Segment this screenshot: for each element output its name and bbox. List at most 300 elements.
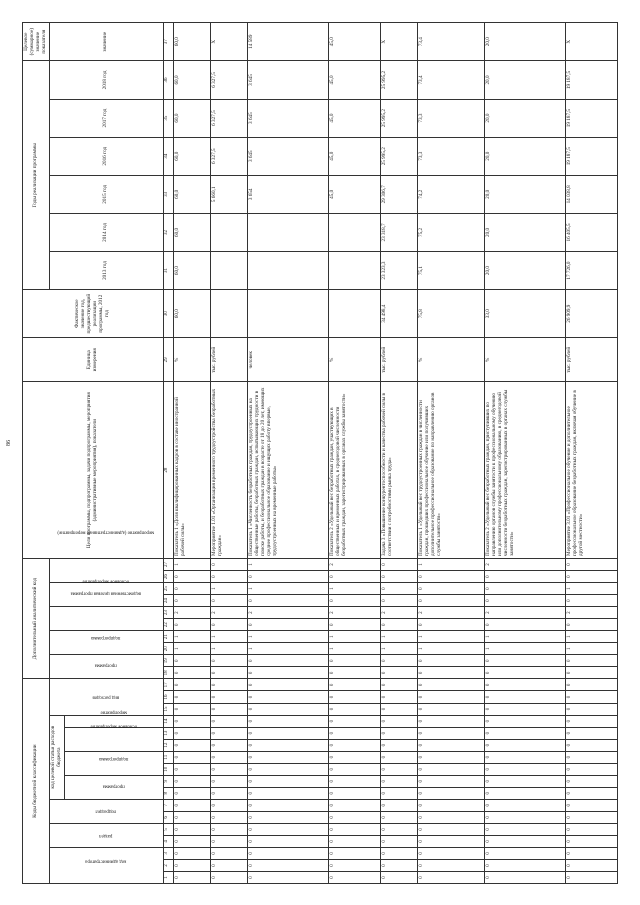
column-number: 22 [163,619,173,631]
year-value: 20,0 [484,213,565,251]
final-value: 60,0 [173,23,210,61]
code-cell: 0 [418,619,485,631]
year-value: 45,0 [329,175,381,213]
code-cell: 0 [173,859,210,871]
code-cell: 0 [566,847,618,859]
code-cell: 0 [173,835,210,847]
year-value [210,251,247,289]
code-cell: 0 [418,763,485,775]
indicator-name: Показатель 1 «Удельный вес трудоустроенных граждан в численности граждан, прошедших профессиональное обучение или получивших дополнительное профессиональное образование по направлению органов службы занятости» [418,382,485,559]
program-indicators-table [22,22,618,884]
code-cell: 0 [484,715,565,727]
code-cell: 0 [484,751,565,763]
code-cell: 0 [247,859,328,871]
year-value [247,213,328,251]
code-cell: 0 [418,727,485,739]
code-cell: 0 [173,823,210,835]
column-number: 4 [163,835,173,847]
final-value: X [381,23,418,61]
code-cell: 0 [381,571,418,583]
column-number: 2 [163,859,173,871]
code-cell: 0 [329,811,381,823]
year-value: 73,3 [418,99,485,137]
code-cell: 0 [381,823,418,835]
year-value: 75,1 [418,251,485,289]
code-cell: 2 [210,607,247,619]
code-cell: 0 [381,558,418,570]
column-number: 5 [163,823,173,835]
year-value [329,251,381,289]
unit-cell: человек [247,338,328,382]
code-cell: 0 [173,691,210,703]
code-cell: 0 [173,847,210,859]
code-cell: 0 [247,835,328,847]
indicator-name: Задача 3 «Повышение конкурентоспособности и качества рабочей силы в соответствии с потребностями рынка труда» [381,382,418,559]
header-subprogram: подпрограмма [64,751,163,775]
code-cell: 0 [566,823,618,835]
code-cell: 0 [381,727,418,739]
code-cell: 0 [381,751,418,763]
fact-value: 33,0 [484,290,565,338]
column-number: 34 [163,137,173,175]
year-value: 3 645 [247,61,328,99]
code-cell: 0 [173,775,210,787]
year-value: 3 645 [247,137,328,175]
code-cell: 0 [210,655,247,667]
column-number: 16 [163,691,173,703]
code-cell: 0 [566,691,618,703]
code-cell: 0 [247,811,328,823]
header-target-code: код целевой статьи расходов бюджета [49,715,64,799]
year-value: 17 726,0 [566,251,618,289]
header-budget-codes: Коды бюджетной классификации [23,679,50,884]
unit-cell: % [484,338,565,382]
code-cell: 0 [484,619,565,631]
indicator-name: Мероприятие 3.01 «Профессиональное обучение и дополнительное профессиональное образование безработных граждан, включая обучение в другой местности» [566,382,618,559]
code-cell: 0 [247,727,328,739]
year-value: 25 995,2 [381,137,418,175]
code-cell: 0 [381,871,418,883]
column-number: 9 [163,775,173,787]
column-number: 25 [163,583,173,595]
column-number: 32 [163,213,173,251]
code-cell: 0 [566,835,618,847]
code-cell: 0 [484,763,565,775]
column-number: 23 [163,607,173,619]
fact-value [329,290,381,338]
code-cell: 0 [210,715,247,727]
header-subsection: подраздел [49,799,163,823]
code-cell: 0 [210,571,247,583]
code-cell: 0 [566,679,618,691]
column-number: 12 [163,739,173,751]
code-cell: 0 [173,799,210,811]
code-cell: 1 [381,631,418,643]
code-cell: 0 [484,847,565,859]
code-cell: 2 [381,607,418,619]
code-cell: 0 [247,763,328,775]
code-cell: 1 [418,558,485,570]
code-cell: 1 [566,643,618,655]
code-cell: 0 [210,691,247,703]
unit-cell: % [418,338,485,382]
year-value: 19 187,5 [566,99,618,137]
code-cell: 0 [329,715,381,727]
code-cell: 0 [381,691,418,703]
code-cell: 0 [381,847,418,859]
code-cell: 0 [329,619,381,631]
column-number: 15 [163,703,173,715]
code-cell: 0 [484,703,565,715]
code-cell: 1 [484,631,565,643]
year-value: 60,0 [173,137,210,175]
indicator-name: Показатель 2 «Удельный вес безработных граждан, участвующих в общественных и временных работах, в среднегодовой численности безработных граждан, зарегистрированных в органах службы занятости» [329,382,381,559]
code-cell: 0 [210,595,247,607]
header-section: раздел [49,823,163,847]
code-cell: 0 [173,871,210,883]
column-number: 17 [163,679,173,691]
code-cell: 0 [418,715,485,727]
code-cell: 0 [381,715,418,727]
code-cell: 0 [210,835,247,847]
header-year-2015: 2015 год [49,175,163,213]
code-cell: 1 [173,643,210,655]
code-cell: 0 [381,583,418,595]
code-cell: 0 [381,835,418,847]
header-ved-target: ведомственная целевая программа [49,607,163,631]
code-cell: 2 [329,558,381,570]
code-cell: 0 [418,823,485,835]
code-cell: 0 [566,751,618,763]
code-cell: 1 [210,583,247,595]
year-value: 20,0 [484,137,565,175]
column-number: 35 [163,99,173,137]
code-cell: 0 [247,691,328,703]
code-cell: 0 [418,583,485,595]
code-cell: 0 [329,667,381,679]
year-value: 6 327,5 [210,137,247,175]
code-cell: 0 [566,739,618,751]
code-cell: 0 [210,811,247,823]
header-year-2016: 2016 год [49,137,163,175]
code-cell: 0 [484,799,565,811]
code-cell: 0 [381,679,418,691]
code-cell: 0 [566,703,618,715]
code-cell: 0 [247,799,328,811]
code-cell: 0 [418,871,485,883]
year-value: 23 323,3 [381,251,418,289]
code-cell: 0 [247,871,328,883]
code-cell: 0 [329,655,381,667]
year-value: 3 654 [247,175,328,213]
code-cell: 0 [484,859,565,871]
code-cell: 0 [381,619,418,631]
code-cell: 0 [566,619,618,631]
code-cell: 0 [484,787,565,799]
year-value: 23 318,7 [381,213,418,251]
code-cell: 2 [418,607,485,619]
year-value: 74,2 [418,175,485,213]
code-cell: 0 [484,775,565,787]
code-cell: 0 [418,811,485,823]
year-value: 6 327,5 [210,99,247,137]
final-value: X [566,23,618,61]
year-value: 20,0 [484,251,565,289]
code-cell: 0 [173,763,210,775]
year-value [210,213,247,251]
code-cell: 1 [418,631,485,643]
code-cell: 0 [329,751,381,763]
column-number: 13 [163,727,173,739]
code-cell: 0 [329,691,381,703]
code-cell: 0 [418,703,485,715]
code-cell: 0 [329,763,381,775]
code-cell: 0 [210,775,247,787]
header-subprog-extra: подпрограмма [49,631,163,655]
code-cell: 0 [381,667,418,679]
year-value: 3 645 [247,99,328,137]
column-number: 36 [163,61,173,99]
code-cell: 1 [329,583,381,595]
code-cell: 0 [329,679,381,691]
code-cell: 2 [329,607,381,619]
code-cell: 0 [173,811,210,823]
code-cell: 1 [381,643,418,655]
header-activity: мероприятие (административное мероприятие) [49,558,163,582]
document-sheet [22,22,618,884]
code-cell: 0 [381,799,418,811]
code-cell: 0 [210,859,247,871]
unit-cell: тыс. рублей [566,338,618,382]
header-year-2017: 2017 год [49,99,163,137]
year-value: 19 187,5 [566,61,618,99]
year-value: 60,0 [173,251,210,289]
column-number: 27 [163,558,173,570]
code-cell: 0 [418,691,485,703]
indicator-name: Показатель 1 «Численность безработных граждан, трудоустроенных на общественные работы, безработных граждан, испытывающих трудности в поиске работы, и безработных граждан в возрасте от 18 до 20 лет, имеющих среднее профессиональное образование и ищущих работу впервые, трудоустроенных на временные работы» [247,382,328,559]
header-prog-extra: программа [49,655,163,679]
code-cell: 0 [173,739,210,751]
code-cell: 0 [329,823,381,835]
column-number: 7 [163,799,173,811]
code-cell: 0 [484,595,565,607]
code-cell: 0 [247,619,328,631]
code-cell: 0 [381,763,418,775]
code-cell: 0 [210,847,247,859]
header-admin: код администратора [49,847,163,883]
code-cell: 0 [566,667,618,679]
table-row [329,23,381,884]
code-cell: 0 [173,787,210,799]
code-cell: 0 [484,739,565,751]
column-number: 19 [163,655,173,667]
column-number: 8 [163,787,173,799]
code-cell: 0 [484,811,565,823]
year-value: 20,0 [484,61,565,99]
code-cell: 1 [247,631,328,643]
table-row [418,23,485,884]
year-value [247,251,328,289]
year-value: 45,0 [329,61,381,99]
fact-value: 75,8 [418,290,485,338]
code-cell: 0 [210,751,247,763]
code-cell: 0 [566,787,618,799]
code-cell: 0 [173,703,210,715]
column-number: 31 [163,251,173,289]
code-cell: 0 [418,799,485,811]
code-cell: 1 [418,643,485,655]
column-number: 30 [163,290,173,338]
code-cell: 1 [247,643,328,655]
code-cell: 0 [418,595,485,607]
year-value: 45,0 [329,137,381,175]
year-value: 60,0 [173,61,210,99]
code-cell: 0 [484,871,565,883]
table-row [484,23,565,884]
code-cell: 1 [173,558,210,570]
header-expense: вид расходов [49,679,163,715]
code-cell: 2 [484,558,565,570]
code-cell: 0 [418,655,485,667]
code-cell: 1 [566,583,618,595]
code-cell: 0 [173,619,210,631]
unit-cell: тыс. рублей [210,338,247,382]
column-number: 21 [163,631,173,643]
year-value: 75,2 [418,213,485,251]
header-unit: Единица измерения [23,338,164,382]
code-cell: 0 [418,847,485,859]
column-number: 10 [163,763,173,775]
page-number: 86 [6,440,12,446]
code-cell: 0 [210,667,247,679]
code-cell: 0 [210,739,247,751]
code-cell: 1 [484,643,565,655]
code-cell: 0 [484,691,565,703]
code-cell: 0 [381,703,418,715]
year-value: 6 327,5 [210,61,247,99]
code-cell: 1 [329,631,381,643]
header-extra-code: Дополнительный аналитический код [23,558,50,678]
table-row [566,23,618,884]
code-cell: 0 [247,715,328,727]
header-year-2018: 2018 год [49,61,163,99]
code-cell: 0 [210,787,247,799]
code-cell: 0 [210,823,247,835]
indicator-name: Показатель 1 «Доля квалифицированных кадров в составе иностранной рабочей силы» [173,382,210,559]
code-cell: 0 [210,871,247,883]
header-year-2014: 2014 год [49,213,163,251]
code-cell: 0 [329,871,381,883]
code-cell: 0 [418,775,485,787]
fact-value [210,290,247,338]
code-cell: 0 [247,775,328,787]
code-cell: 0 [210,727,247,739]
year-value: 29 306,7 [381,175,418,213]
code-cell: 0 [484,727,565,739]
year-value: 5 660,1 [210,175,247,213]
code-cell: 0 [381,787,418,799]
table-row [173,23,210,884]
indicator-name: Мероприятие 1.01 «Организация временного трудоустройства безработных граждан» [210,382,247,559]
code-cell: 0 [329,703,381,715]
code-cell: 0 [381,655,418,667]
unit-cell: % [329,338,381,382]
column-number: 26 [163,571,173,583]
code-cell: 0 [566,558,618,570]
code-cell: 0 [418,859,485,871]
table-body [173,23,617,884]
code-cell: 0 [418,679,485,691]
fact-value: 26 909,9 [566,290,618,338]
code-cell: 0 [247,667,328,679]
column-number: 20 [163,643,173,655]
code-cell: 0 [566,859,618,871]
final-value: 73,4 [418,23,485,61]
column-number: 29 [163,338,173,382]
header-fact: Фактическое значение год, предшествующий реализации программы, 2012 год [23,290,164,338]
final-value: 14 589 [247,23,328,61]
code-cell: 0 [381,775,418,787]
code-cell: 2 [484,607,565,619]
year-value: 19 187,5 [566,137,618,175]
code-cell: 0 [173,751,210,763]
code-cell: 0 [418,571,485,583]
code-cell: 0 [173,571,210,583]
code-cell: 1 [247,558,328,570]
year-value: 73,4 [418,61,485,99]
code-cell: 0 [484,667,565,679]
code-cell: 0 [173,679,210,691]
code-cell: 0 [329,727,381,739]
code-cell: 0 [484,823,565,835]
header-event2: мероприятие [64,715,163,727]
code-cell: 0 [484,835,565,847]
year-value: 45,0 [329,99,381,137]
column-number: 24 [163,595,173,607]
code-cell: 0 [210,558,247,570]
year-value: 73,3 [418,137,485,175]
code-cell: 0 [381,739,418,751]
year-value: 25 995,2 [381,99,418,137]
header-event: основное мероприятие [64,727,163,751]
code-cell: 0 [173,667,210,679]
code-cell: 0 [329,775,381,787]
code-cell: 0 [173,595,210,607]
header-program: программа [64,775,163,799]
column-number: 14 [163,715,173,727]
header-final: Целевое (суммарное) значение показателя [23,23,50,61]
code-cell: 0 [173,715,210,727]
year-value: 60,0 [173,99,210,137]
code-cell: 0 [566,775,618,787]
table-row [247,23,328,884]
code-cell: 0 [418,835,485,847]
code-cell: 0 [329,859,381,871]
unit-cell: % [173,338,210,382]
fact-value: 34 498,4 [381,290,418,338]
year-value: 60,0 [173,175,210,213]
code-cell: 0 [566,727,618,739]
indicator-name: Показатель 2 «Удельный вес безработных граждан, приступивших по направлению органов службы занятости к профессиональному обучению или дополнительному профессиональному образованию, в среднегодовой численности безработных граждан, зарегистрированных в органах службы занятости» [484,382,565,559]
rotated-table-wrapper [22,22,618,884]
code-cell: 1 [210,643,247,655]
year-value: 20,0 [484,99,565,137]
table-row [381,23,418,884]
code-cell: 0 [566,715,618,727]
code-cell: 0 [566,571,618,583]
code-cell: 2 [247,607,328,619]
column-number: 11 [163,751,173,763]
